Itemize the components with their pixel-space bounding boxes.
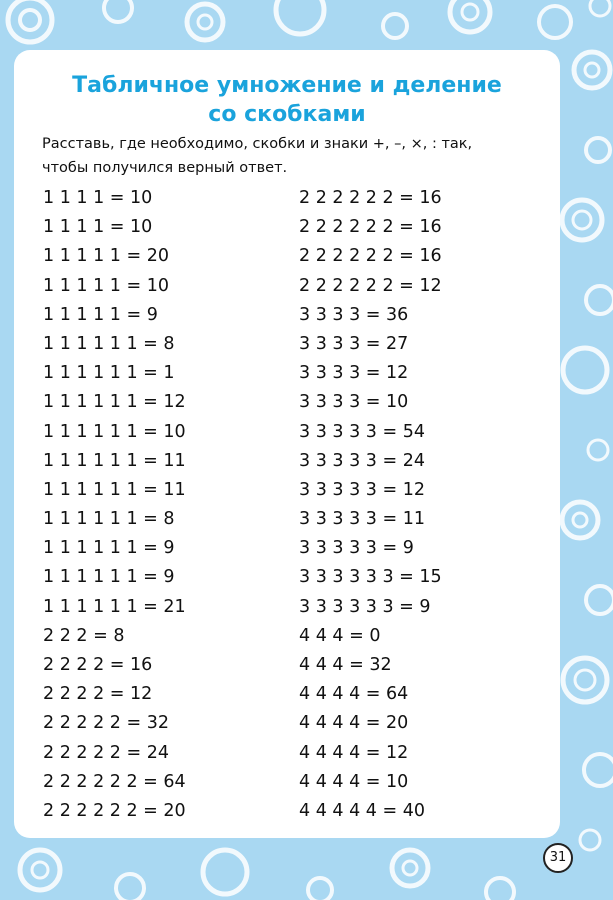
exercise-item: 1 1 1 1 1 1 = 12 [43,392,186,413]
exercise-item: 2 2 2 2 2 2 = 16 [299,188,442,208]
worksheet-panel [14,50,560,838]
exercise-item: 4 4 4 4 = 12 [299,742,409,763]
instructions [42,132,552,180]
title-line-2: со скобками [208,102,366,127]
exercise-item: 4 4 4 4 = 20 [299,713,409,734]
exercise-item: 1 1 1 1 = 10 [43,188,153,208]
exercise-item: 4 4 4 4 4 = 40 [299,800,425,821]
page-number: 31 [543,843,573,873]
exercise-item: 3 3 3 3 3 3 = 15 [299,567,442,588]
exercise-item: 2 2 2 = 8 [43,625,125,646]
exercise-item: 1 1 1 1 1 = 20 [43,246,169,267]
exercise-item: 1 1 1 1 1 = 9 [43,304,158,325]
exercise-item: 4 4 4 = 0 [299,625,381,646]
exercise-item: 2 2 2 2 2 2 = 20 [43,800,186,821]
exercise-item: 1 1 1 1 1 1 = 8 [43,333,175,354]
exercise-item: 3 3 3 3 = 10 [299,392,409,413]
exercise-item: 2 2 2 2 2 2 = 16 [299,217,442,238]
exercise-item: 1 1 1 1 1 = 10 [43,275,169,296]
exercise-item: 2 2 2 2 2 = 24 [43,742,169,763]
instruction-line-1: Расставь, где необходимо, скобки и знаки +, –, ×, : так, [42,136,473,152]
exercise-item: 1 1 1 1 1 1 = 9 [43,538,175,559]
exercise-item: 1 1 1 1 1 1 = 11 [43,479,186,500]
exercise-item: 2 2 2 2 = 16 [43,655,153,675]
page-title [14,71,560,129]
left-exercise-column [43,184,186,826]
instruction-line-2: чтобы получился верный ответ. [42,160,288,176]
exercise-item: 2 2 2 2 2 = 32 [43,713,169,734]
exercise-item: 1 1 1 1 1 1 = 1 [43,363,175,384]
exercise-item: 1 1 1 1 1 1 = 9 [43,567,175,588]
exercise-item: 1 1 1 1 1 1 = 11 [43,450,186,471]
exercise-item: 3 3 3 3 3 = 12 [299,479,425,500]
exercise-item: 3 3 3 3 3 = 24 [299,450,425,471]
exercise-item: 4 4 4 4 = 10 [299,771,409,792]
exercise-item: 3 3 3 3 3 = 54 [299,421,425,442]
title-line-1: Табличное умножение и деление [72,73,502,98]
exercise-item: 3 3 3 3 3 = 11 [299,509,425,530]
exercise-item: 2 2 2 2 = 12 [43,684,153,705]
exercise-item: 1 1 1 1 = 10 [43,217,153,238]
exercise-item: 1 1 1 1 1 1 = 21 [43,596,186,617]
exercise-item: 3 3 3 3 = 27 [299,333,409,354]
exercise-item: 4 4 4 4 = 64 [299,684,409,705]
exercise-item: 2 2 2 2 2 2 = 16 [299,246,442,267]
exercise-item: 3 3 3 3 3 3 = 9 [299,596,431,617]
exercise-item: 1 1 1 1 1 1 = 8 [43,509,175,530]
exercise-item: 3 3 3 3 = 12 [299,363,409,384]
exercise-item: 3 3 3 3 3 = 9 [299,538,414,559]
right-exercise-column [299,184,442,826]
exercise-item: 2 2 2 2 2 2 = 12 [299,275,442,296]
exercise-item: 1 1 1 1 1 1 = 10 [43,421,186,442]
exercise-item: 4 4 4 = 32 [299,655,392,675]
exercise-item: 2 2 2 2 2 2 = 64 [43,771,186,792]
exercise-item: 3 3 3 3 = 36 [299,304,409,325]
